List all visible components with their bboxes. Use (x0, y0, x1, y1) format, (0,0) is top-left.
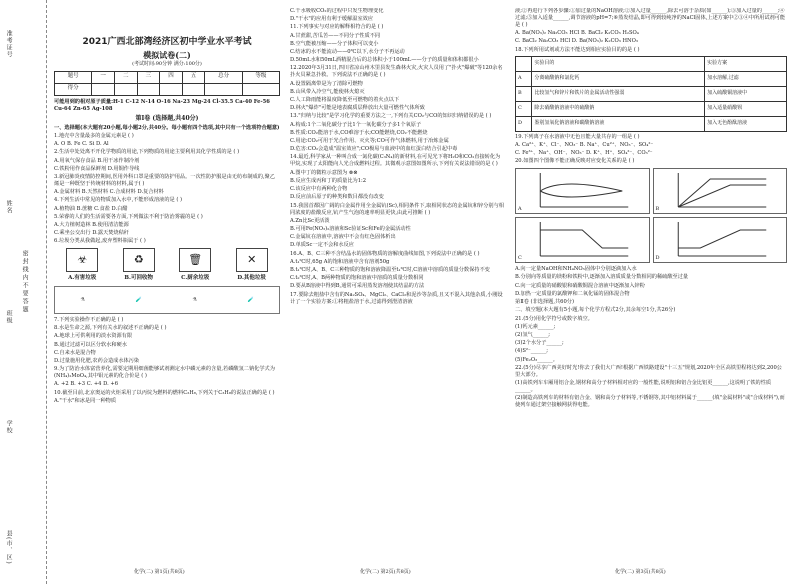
score-cell[interactable] (137, 83, 160, 95)
question-line: D.林火"爆炸"可能是地表腐质层释放出大量可燃性气体所致 (290, 105, 425, 112)
graph-label: C (518, 254, 522, 261)
question-list-1b (54, 317, 280, 405)
binding-label: 姓名 (5, 200, 13, 214)
question-list-3c (515, 266, 787, 409)
table-cell: 加入适量硝酸钡 (705, 101, 787, 116)
graph-c (515, 217, 650, 263)
icon-labels (54, 275, 280, 282)
question-line: 7.下列实验操作不正确的是 ( ) (54, 316, 124, 323)
question-line: C. BaCl₂ Na₂CO₃ HCl D. Ba(NO₃)₂ K₂CO₃ HNO₃ (515, 38, 638, 45)
score-cell[interactable] (205, 83, 242, 95)
part1-heading: 第Ⅰ卷 (选择题,共40分) (135, 114, 199, 122)
question-line: A.甘蔗甜,苦瓜苦——不同分子性质不同 (290, 32, 381, 39)
question-line: 15.我国首都因广阔的白金属作用全金属钪(Sc),相同条件下,取相同状态的金属钪和锌分别与相同浓度的盐酸反应,钪产生气泡的速率明显更快,由此可推断 ( ) (290, 202, 504, 216)
question-line: (4)S²⁻______; (515, 348, 549, 355)
question-line: A.Zn比Sc更活泼 (290, 217, 330, 224)
question-line: C.t₂℃时,A、B两种物质的饱和溶液中溶质的质量分数相同 (290, 275, 424, 282)
question-line: 6.垃圾分类从我做起,废弃塑料瓶属于 ( ) (54, 238, 146, 245)
question-line: B.山风带入冷空气,能使林火熄灭 (290, 88, 365, 95)
table-cell: 除去硝酸钠溶液中的硫酸钠 (532, 101, 705, 116)
question-line: D."干水"的应用有利于缓解温室效应 (290, 16, 374, 23)
question-line: 二、填空题(本大题有5小题,每个化学方程式2分,其余每空1分,共26分) (515, 307, 676, 314)
question-line: (5)Fe₂O₃______。 (515, 356, 558, 363)
score-cell[interactable] (92, 83, 115, 95)
question-list-2 (290, 8, 505, 306)
question-line: 第Ⅱ卷 (非选择题,共60分) (515, 299, 574, 306)
score-header: 等级 (242, 71, 279, 83)
table-header: 实验目的 (532, 56, 705, 71)
question-line: (2)制造高铁列车的材料有铝合金、钢和高分子材料等,不锈钢等,其中铝材料属于______(填"金属材料"或"合成材料"),而使列车通过架空接触网获得电能。 (515, 395, 785, 409)
table-cell: C (516, 101, 532, 116)
table-cell: A (516, 71, 532, 86)
question-line: A.用氧气保存食品 B.用干冰作制冷剂 (54, 157, 140, 164)
question-line: 17.要除去粗盐中含有的Na₂SO₄、MgCl₂、CaCl₂和泥沙等杂质,且又不混入其他杂质,小刚设计了一个实验方案:①将粗盐溶于水,过滤得到澄清溶液 (290, 291, 503, 305)
question-line: 22.(5分)尽享广西美好时光!你去了我们大广西!根据广西铁路建设"十三五"规划,2020年全区高铁里程将达到2,200公里大部分。 (515, 364, 782, 378)
question-line: 2.生活中处处离不开化学物质的用途,下列物质的用途主要利用其化学性质的是 ( ) (54, 149, 240, 156)
question-list-3 (515, 8, 787, 54)
question-line: A. +2 B. +3 C. +4 D. +6 (54, 381, 119, 388)
question-line: D.单质Sc一定不会和水反应 (290, 242, 354, 249)
question-line: C. Fe³⁺、Na⁺、OH⁻、NO₃⁻ D. K⁺、H⁺、SO₄²⁻、CO₃²⁻ (515, 150, 653, 157)
question-line: C.金属钪在溶液中,溶液中不会有红色固体析出 (290, 234, 396, 241)
question-line: 20.如图四个图像不能正确反映对应变化关系的是 ( ) (515, 158, 635, 165)
question-line: B.空气能被压缩——分子体积可以变小 (290, 40, 379, 47)
question-line: 9.为了防治水体富营养化,需要定期用细菌能够试剂测定水中磷元素的含量,若磷酸氢二钠化学式为(NH₄)₂MoO₄,其中钼元素的化合价是 ( ) (54, 366, 275, 380)
page-number: 化学(二) 第2页(共8页) (360, 569, 411, 576)
lab-operation-figure (54, 286, 280, 314)
question-line: A.t₁℃时,65g A的饱和溶液中含有溶剂50g (290, 258, 390, 265)
score-header: 总分 (205, 71, 242, 83)
question-list-3b (515, 134, 787, 166)
table-cell: 鉴别氢氧化钠溶液和碳酸钠溶液 (532, 116, 705, 131)
table-header: 实验方案 (705, 56, 787, 71)
table-row (516, 86, 787, 101)
binding-warning: 密封线内不要答题 (21, 250, 29, 314)
question-line: 13."归纳与比较"是学习化学的重要方法之一,下列有关CO₂与CO的知识归纳错误的是 ( ) (290, 113, 492, 120)
column-1 (54, 8, 280, 578)
score-row-label: 得分 (55, 83, 92, 95)
score-cell[interactable] (182, 83, 205, 95)
question-line: (1)钙元素______; (515, 323, 556, 330)
question-line: C.用途:CO₂可用于光合作用、灭火等;CO可作气体燃料,用于冶炼金属 (290, 138, 449, 145)
score-header: 一 (92, 71, 115, 83)
question-line: D.过量施用化肥,农药会造成水体污染 (54, 357, 140, 364)
question-line: 1.地壳中含量最多的金属元素是 ( ) (54, 133, 134, 140)
lab-figure-c: ⚗ (192, 296, 197, 303)
score-header: 题号 (55, 71, 92, 83)
score-header: 三 (137, 71, 160, 83)
binding-label: 学校 (5, 420, 13, 434)
question-line: A.图中丁的微粒示意图为 ⊗⊗ (290, 169, 358, 176)
table-cell: B (516, 86, 532, 101)
graph-a (515, 168, 650, 214)
part1-intro: 一、选择题(本大题有20小题,每小题2分,共40分。每小题有四个选项,其中只有一个选项符合题意) (54, 124, 280, 131)
question-line: 14.最近,科学家从一种叫合成一氮化碳(C₃N₄)的新材料,在可见光下将H₂O和CO₂直接转化为甲烷,实现了太阳能向人光合成燃料过程。其微观示意图如图所示,下列有关说法错误的是 ( ) (290, 154, 501, 168)
question-line: B.性质:CO₂能溶于水,CO难溶于水;CO能燃烧,CO₂不能燃烧 (290, 129, 428, 136)
column-3 (515, 8, 787, 578)
question-line: 液;②再进行下列各步骤:①加过量的NaOH溶液;②加入过量______,除去可溶于杂质(如______);③加入过量的______;④过滤;⑤加入适量______,调节溶液的pH=7;⑥蒸发结晶,即可得到较纯净的NaCl固体,上述方案中②③④中所用试剂可能是 ( ) (515, 8, 786, 29)
question-list-1 (54, 133, 280, 245)
recycle-icons (54, 248, 280, 272)
question-line: 12.2020年3月31日,四川省凉山州木里县发生森林火灾,火灾人员用了"扑火"爆破"等120余名扑火员紧急扑救。下列说法不正确的是 ( ) (290, 65, 503, 79)
question-line: 16.A、B、C三种不含结晶水的固体物质的溶解度曲线如图,下列说法中正确的是 ( ) (290, 250, 480, 257)
question-line: 11.下列事实与对应的解释相符合的是 ( ) (290, 24, 384, 31)
question-line: (1)高铁列车车厢用铝合金,钢材和高分子材料相对应的一般性能,说明铝和铝合金比铝更______,这说明了铁的性质______。 (515, 379, 772, 393)
question-line: 10.截至目前,北京奥运的火炬采用了以丙烷为燃料的燃料C₃H₈,下列关于C₃H₈的说法正确的是 ( ) (54, 389, 275, 396)
page-number: 化学(二) 第1页(共8页) (134, 569, 185, 576)
lab-figure-d: 🧪 (247, 296, 254, 303)
question-line: D.反应前后原子的种类和数目都没有改变 (290, 194, 384, 201)
score-table (54, 71, 280, 96)
icon-label: C.厨余垃圾 (181, 275, 210, 282)
question-line: A.地球上可供利用的淡水资源有限 (54, 333, 133, 340)
question-line: 8.水是生命之源,下列有关水的叙述不正确的是 ( ) (54, 325, 167, 332)
lab-figure-a: ⚗ (80, 296, 85, 303)
question-line: 3.新冠肺炎疫情防控期间,医用外科口罩是重要的防护用品。一次性防护服是由无纺布制成的,聚乙烯是一种既坚于传统材料的材料,属于( ) (54, 174, 275, 188)
table-cell: 加入硫酸铜溶液中 (705, 86, 787, 101)
question-line: C.干水吸收CO₂的过程中只发生物理变化 (290, 8, 384, 14)
question-line: C.人工降雨能将温度降低至可燃物的着火点以下 (290, 97, 400, 104)
other-waste-icon: ✕ (236, 248, 268, 272)
experiment-table (515, 56, 787, 132)
question-line: 21.(5分)用化学符号或数字填空。 (515, 315, 593, 322)
score-header: 四 (160, 71, 183, 83)
question-line: (2)氢气______; (515, 331, 551, 338)
question-line: D.要从B溶液中得到B,通常可采用蒸发溶剂使其结晶的方法 (290, 283, 425, 290)
question-line: A."干水"和冰是同一种物质 (54, 397, 117, 404)
graph-label: D (655, 254, 660, 261)
question-line: A.向一定量NaOH和NH₄NO₃固体中分别逐滴加入水 (515, 266, 637, 273)
column-2 (290, 8, 505, 578)
icon-label: B.可回收物 (124, 275, 153, 282)
table-header (516, 56, 532, 71)
graph-grid (515, 168, 787, 263)
page-number: 化学(二) 第3页(共8页) (615, 569, 666, 576)
question-line: 18.下列所用试剂或方法不能达到相应实验目的的是 ( ) (515, 46, 640, 53)
question-line: A. O B. Fe C. Si D. Al (54, 141, 109, 148)
question-line: D.50mL水和50mL酒精混合后的总体积小于100mL——分子的质量和体积都很小 (290, 57, 479, 64)
table-row (516, 116, 787, 131)
question-line: A. Ba(NO₃)₂ Na₂CO₃ HCl B. BaCl₂ K₂CO₃ H₂SO₄ (515, 30, 639, 37)
icon-label: A.有害垃圾 (68, 275, 97, 282)
lab-figure-b: 🧪 (135, 296, 142, 303)
table-cell: D (516, 116, 532, 131)
graph-d (653, 217, 788, 263)
icon-label: D.其他垃圾 (237, 275, 266, 282)
binding-label: 准考证号 (5, 30, 13, 58)
recycle-icon: ♻ (123, 248, 155, 272)
question-line: A.大力植树造林 B.使用清洁能源 (54, 222, 129, 229)
binding-label: 班级 (5, 310, 13, 324)
score-cell[interactable] (160, 83, 183, 95)
table-row (516, 101, 787, 116)
question-line: A.设置隔离带是为了清除可燃物 (290, 80, 363, 87)
table-cell: 加入无色酚酞溶液 (705, 116, 787, 131)
question-line: A.构成:1个二氧化碳分子比1个一氧化碳分子多1个氧原子 (290, 121, 422, 128)
question-line: C.该反应中有两种化合物 (290, 186, 348, 193)
question-line: A. Ca²⁺、K⁺、Cl⁻、NO₃⁻ B. Na⁺、Cu²⁺、NO₃⁻、SO₄²⁻ (515, 141, 654, 148)
question-line: 19.下列离子在水溶液中无色且能大量共存的一组是 ( ) (515, 133, 640, 140)
graph-label: B (655, 205, 660, 212)
question-line: A.金属材料 B.天然材料 C.合成材料 D.复合材料 (54, 189, 164, 196)
food-waste-icon: 🗑 (179, 248, 211, 272)
question-line: 5.荣睿的人们的生活需要各方面,下列做法不利于防治雾霾的是 ( ) (54, 213, 203, 220)
question-line: C.结冰的水不能流动——0℃以下,水分子不再运动 (290, 49, 405, 56)
exam-title: 2021广西北部湾经济区初中学业水平考试 (82, 37, 252, 47)
binding-label: 县(市、区) (5, 530, 13, 565)
atomic-masses: 可能用到的相对原子质量:H-1 C-12 N-14 O-16 Na-23 Mg-24 Cl-35.5 Ca-40 Fe-56 Cu-64 Zn-65 Ag-108 (54, 98, 270, 112)
question-line: B.分别向等质量的镁粉和铁粉中,逐渐加入溶质质量分数相同的稀硫酸至过量 (515, 274, 689, 281)
binding-strip (0, 0, 47, 584)
question-line: C.乘坐公交出行 D.露天焚烧秸秆 (54, 230, 129, 237)
question-line: C.铁粉用作食品保鲜剂 D.用铜作导线 (54, 165, 140, 172)
hazard-icon: ☣ (66, 248, 98, 272)
question-line: B.t₁℃时,A、B、C三种物质的饱和溶液降温至t₁℃时,C溶液中溶质的质量分数保持不变 (290, 266, 490, 273)
score-header: 二 (114, 71, 137, 83)
graph-label: A (518, 205, 522, 212)
table-cell: 加水溶解,过滤 (705, 71, 787, 86)
question-line: C.向一定质量的硝酸银和硝酸铜混合溶液中逐渐加入锌粉 (515, 282, 645, 289)
graph-b (653, 168, 788, 214)
table-cell: 分离硫酸钠和氯化钙 (532, 71, 705, 86)
question-line: A.植物油 B.蔗糖 C.食盐 D.白醋 (54, 205, 128, 212)
table-cell: 比较氢气和锌片和铁片的金属活动性强弱 (532, 86, 705, 101)
question-line: D.加热一定质量的氯酸钾和二氧化锰的固体混合物 (515, 290, 630, 297)
question-line: B.通过过滤可以区分软水和硬水 (54, 341, 127, 348)
question-line: C.自来水是混合物 (54, 349, 96, 356)
exam-subtitle: 模拟试卷(二) (143, 50, 191, 61)
question-line: D.危害:CO₂会造成"温室效应";CO极易与血液中的血红蛋白结合引起中毒 (290, 146, 458, 153)
exam-note: (考试时间:90分钟 满分:100分) (132, 60, 202, 67)
question-line: (3)2个水分子______; (515, 340, 564, 347)
question-line: B.反应生成丙和丁的质量比为1:2 (290, 177, 367, 184)
score-cell[interactable] (114, 83, 137, 95)
score-cell[interactable] (242, 83, 279, 95)
question-line: B.可用Fe(NO₃)₂溶液和Sc验证Sc和Fe的金属活动性 (290, 225, 411, 232)
table-row (516, 71, 787, 86)
question-line: 4.下列生活中常见的物质加入水中,不能形成溶液的是 ( ) (54, 197, 183, 204)
score-header: 五 (182, 71, 205, 83)
